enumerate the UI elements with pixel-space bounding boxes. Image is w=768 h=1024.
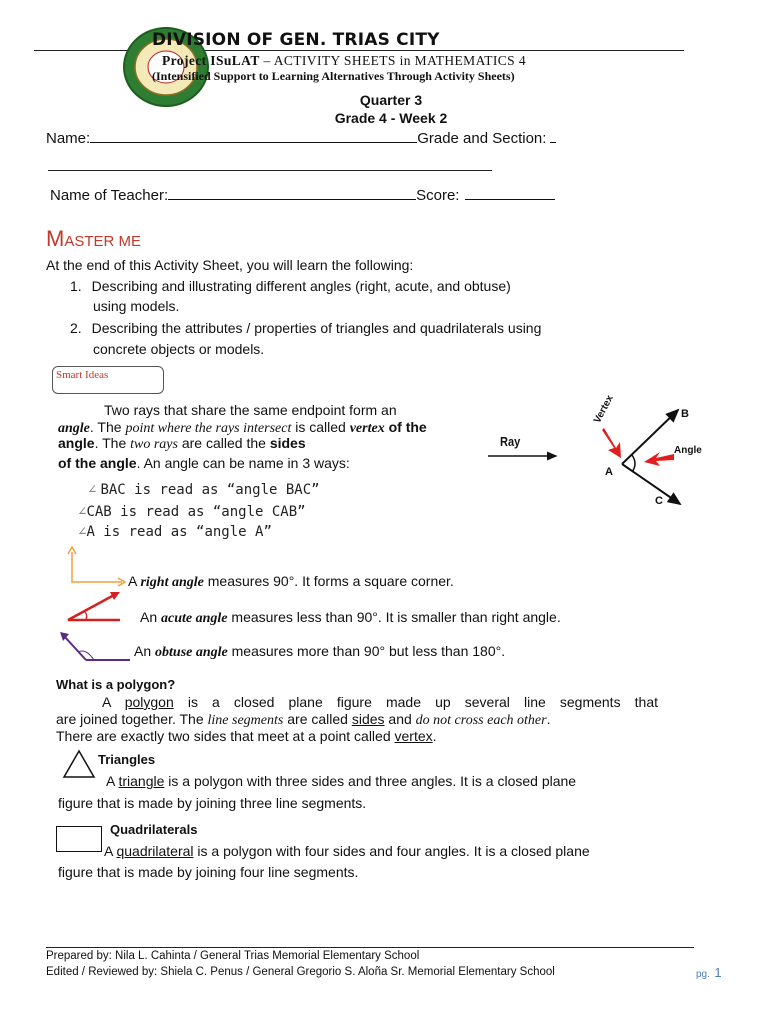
- obtuse-pre: An: [134, 643, 152, 659]
- polygon-p3-b: .: [432, 728, 437, 744]
- smart-ideas-label: Smart Ideas: [56, 369, 109, 381]
- project-name: Project ISuLAT: [162, 53, 260, 68]
- angle-arrow-icon: [644, 452, 674, 466]
- objective-2-line1: Describing the attributes / properties of triangles and quadrilaterals using: [91, 320, 542, 336]
- name-row: [46, 128, 556, 147]
- polygon-line3: [56, 726, 437, 746]
- objective-1: [70, 276, 511, 296]
- right-pre: A: [128, 573, 137, 589]
- acute-post: measures less than 90°. It is smaller than right angle.: [231, 609, 561, 625]
- vertex-arrow-icon: [602, 428, 621, 458]
- objective-1-line2: using models.: [93, 298, 180, 314]
- angle-symbol-icon: ∠: [78, 504, 87, 520]
- angle-arc: [632, 455, 635, 472]
- footer-edited: Edited / Reviewed by: Shiela C. Penus / General Gregorio S. Aloña Sr. Memorial Elementary School: [46, 966, 555, 978]
- polygon-p2-b: are called: [287, 711, 348, 727]
- triangles-line1: [106, 771, 576, 791]
- quarter-label: Quarter 3: [359, 92, 423, 108]
- triangles-rest: is a polygon with three sides and three angles. It is a closed plane: [168, 773, 577, 789]
- footer-rule: [46, 947, 694, 948]
- acute-pre: An: [140, 609, 158, 625]
- quadrilaterals-line2: figure that is made by joining four line segments.: [58, 864, 359, 880]
- master-me-heading: [46, 226, 141, 252]
- text-is-called: is called: [295, 419, 346, 435]
- text-the: . The: [89, 419, 122, 435]
- term-quadrilateral: quadrilateral: [116, 843, 194, 859]
- teacher-label: Name of Teacher:: [50, 187, 169, 204]
- term-vertex-underlined: vertex: [394, 728, 433, 744]
- term-sides-underlined: sides: [351, 711, 385, 727]
- triangles-a: A: [106, 773, 115, 789]
- name-continuation-line[interactable]: [48, 170, 492, 171]
- smart-ideas-box: [52, 366, 164, 394]
- angle-name-1-text: BAC is read as “angle BAC”: [100, 482, 320, 498]
- term-no-cross: do not cross each other: [415, 713, 547, 728]
- score-field[interactable]: [465, 185, 555, 200]
- heading-initial: M: [46, 226, 65, 251]
- division-title: DIVISION OF GEN. TRIAS CITY: [152, 30, 440, 50]
- angle-name-3: [78, 524, 272, 540]
- polygon-p2-a: are joined together. The: [56, 711, 204, 727]
- term-sides: sides: [269, 435, 306, 451]
- quadrilaterals-line1: [104, 841, 590, 861]
- term-acute-angle: acute angle: [161, 611, 228, 626]
- project-subtitle: (Intensified Support to Learning Alternatives Through Activity Sheets): [152, 69, 515, 83]
- right-angle-icon: [64, 544, 128, 588]
- angle-name-2-text: CAB is read as “angle CAB”: [86, 504, 306, 520]
- text-angle-bold: angle: [58, 435, 95, 451]
- page-prefix: pg.: [696, 969, 710, 980]
- quadrilateral-icon: [56, 826, 102, 852]
- obtuse-angle-icon: [60, 630, 132, 666]
- text-the-2: . The: [94, 435, 127, 451]
- angle-name-3-text: A is read as “angle A”: [86, 524, 272, 540]
- score-label: Score:: [416, 187, 460, 204]
- text-named-ways: . An angle can be name in 3 ways:: [136, 455, 350, 471]
- polygon-a: A: [102, 694, 111, 710]
- grade-week-label: Grade 4 - Week 2: [334, 110, 448, 126]
- obtuse-angle-text: [134, 641, 505, 663]
- ray-label: Ray: [500, 434, 521, 449]
- angle-label: Angle: [674, 445, 702, 456]
- angle-name-1: [88, 482, 320, 498]
- quadrilaterals-heading: Quadrilaterals: [110, 822, 198, 837]
- angle-def-line1: Two rays that share the same endpoint form an: [104, 402, 397, 418]
- project-description: – ACTIVITY SHEETS in MATHEMATICS 4: [263, 53, 526, 68]
- term-vertex: vertex: [349, 421, 385, 436]
- footer-prepared: Prepared by: Nila L. Cahinta / General Trias Memorial Elementary School: [46, 950, 420, 962]
- term-point-intersect: point where the rays intersect: [125, 421, 292, 436]
- obtuse-post: measures more than 90° but less than 180°.: [231, 643, 506, 659]
- term-right-angle: right angle: [140, 575, 204, 590]
- project-title: [162, 53, 526, 69]
- polygon-p1-rest: is a closed plane figure made up several line segments that: [187, 694, 659, 710]
- vertex-label: Vertex: [592, 393, 616, 426]
- polygon-heading: What is a polygon?: [56, 677, 176, 692]
- angle-def-line4: [58, 453, 350, 473]
- polygon-p2-c: and: [388, 711, 412, 727]
- triangle-icon: [62, 749, 96, 779]
- term-angle: angle: [58, 421, 90, 436]
- point-b-label: B: [681, 408, 689, 420]
- angle-def-line3: [58, 433, 306, 455]
- objectives-intro: At the end of this Activity Sheet, you will learn the following:: [46, 257, 414, 273]
- name-field[interactable]: [90, 128, 417, 143]
- text-of-the: of the: [388, 419, 427, 435]
- heading-rest: ASTER ME: [64, 233, 142, 250]
- text-of-the-angle: of the angle: [58, 455, 137, 471]
- objective-1-line1: Describing and illustrating different angles (right, acute, and obtuse): [91, 278, 511, 294]
- triangles-line2: figure that is made by joining three line segments.: [58, 795, 367, 811]
- term-line-segments: line segments: [207, 713, 284, 728]
- teacher-row: [50, 185, 555, 204]
- angle-name-2: [78, 504, 306, 520]
- quadrilaterals-a: A: [104, 843, 113, 859]
- angle-diagram: [480, 402, 740, 514]
- grade-section-field[interactable]: [550, 128, 556, 143]
- objective-2-num: 2.: [70, 320, 82, 336]
- angle-symbol-icon: ∠: [78, 524, 87, 540]
- objective-2-line2: concrete objects or models.: [93, 341, 265, 357]
- polygon-p2-d: .: [546, 711, 551, 727]
- objective-1-num: 1.: [70, 278, 82, 294]
- quadrilaterals-rest: is a polygon with four sides and four angles. It is a closed plane: [197, 843, 590, 859]
- page-num: 1: [714, 965, 722, 980]
- right-post: measures 90°. It forms a square corner.: [207, 573, 454, 589]
- angle-symbol-icon: ∠: [88, 482, 97, 498]
- acute-angle-icon: [64, 590, 126, 626]
- term-triangle: triangle: [118, 773, 165, 789]
- triangles-heading: Triangles: [98, 752, 156, 767]
- polygon-p3-a: There are exactly two sides that meet at a point called: [56, 728, 391, 744]
- point-c-label: C: [655, 495, 663, 507]
- point-a-label: A: [605, 466, 613, 478]
- teacher-field[interactable]: [168, 185, 416, 200]
- term-polygon: polygon: [124, 694, 174, 710]
- term-obtuse-angle: obtuse angle: [155, 645, 228, 660]
- text-are-called: are called the: [181, 435, 266, 451]
- name-label: Name:: [46, 130, 91, 147]
- acute-angle-text: [140, 607, 561, 629]
- grade-section-label: Grade and Section:: [417, 130, 547, 147]
- ray-ac: [622, 464, 680, 504]
- page-number: [696, 964, 722, 982]
- objective-2: [70, 318, 541, 338]
- term-two-rays: two rays: [130, 437, 178, 452]
- right-angle-text: [128, 571, 454, 593]
